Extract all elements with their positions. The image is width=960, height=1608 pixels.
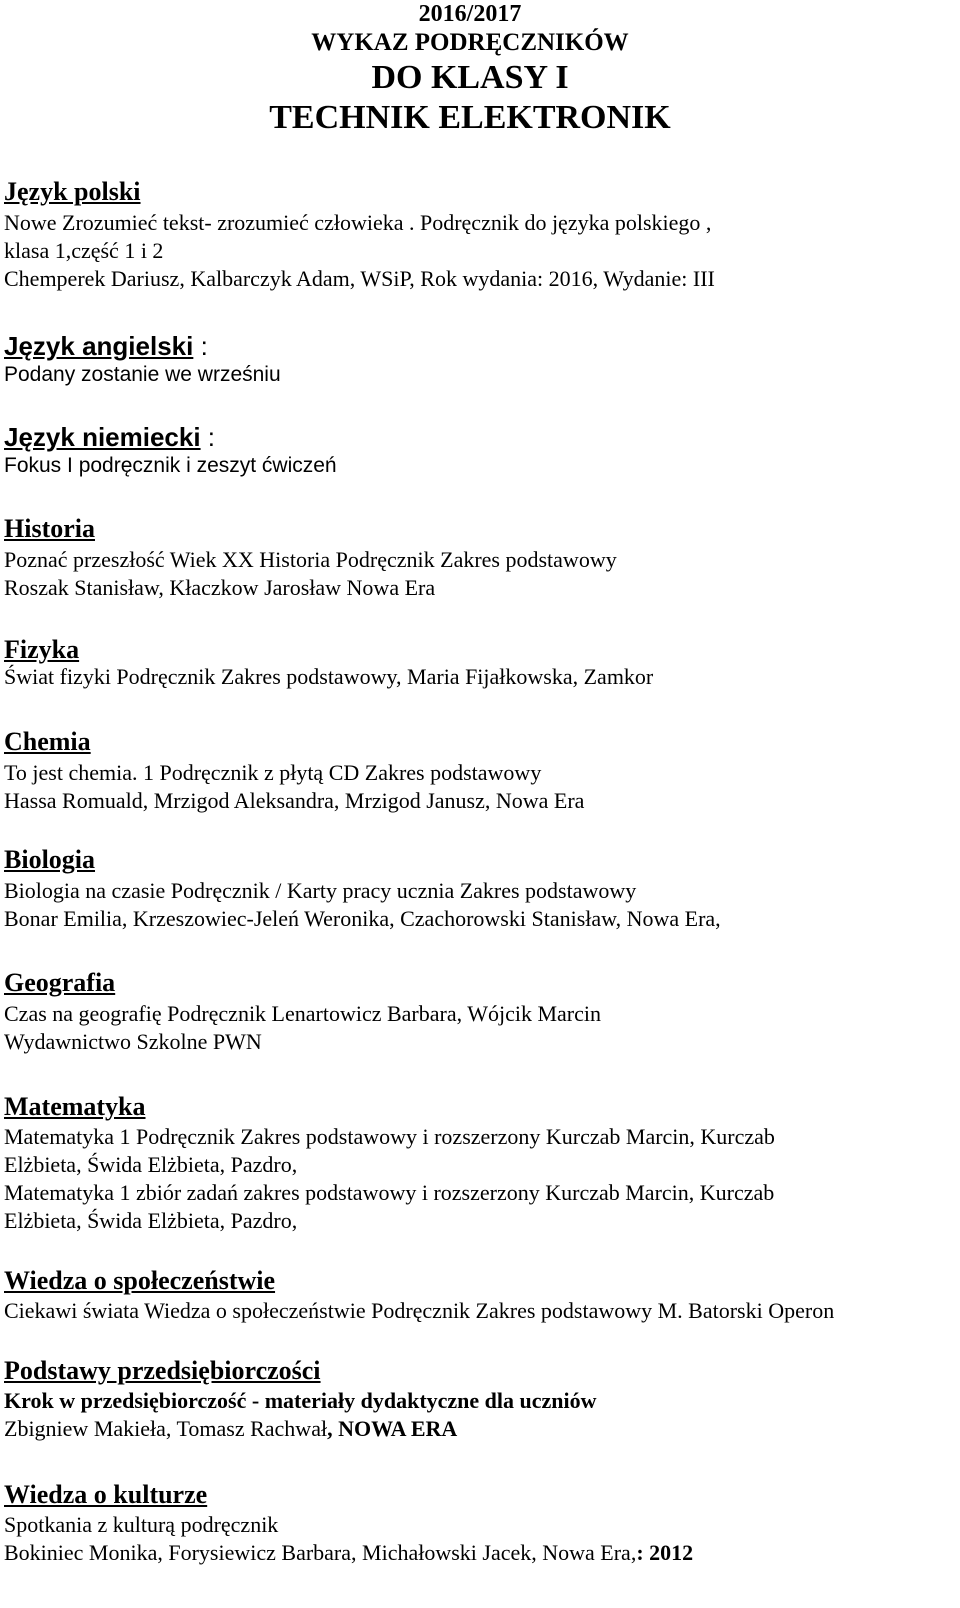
book-line: Zbigniew Makieła, Tomasz Rachwał, NOWA ERA [4,1416,458,1441]
book-line: To jest chemia. 1 Podręcznik z płytą CD Zakres podstawowy [4,760,542,785]
book-line: Elżbieta, Świda Elżbieta, Pazdro, [4,1152,298,1177]
book-line: Matematyka 1 zbiór zadań zakres podstawowy i rozszerzony Kurczab Marcin, Kurczab [4,1180,775,1205]
section-heading-biology: Biologia [4,845,96,874]
book-line: Podany zostanie we wrześniu [4,363,281,386]
book-line: Hassa Romuald, Mrzigod Aleksandra, Mrzigod Janusz, Nowa Era [4,788,585,813]
book-line: Spotkania z kulturą podręcznik [4,1512,279,1537]
book-line: Czas na geografię Podręcznik Lenartowicz Barbara, Wójcik Marcin [4,1001,601,1026]
book-line: Fokus I podręcznik i zeszyt ćwiczeń [4,454,337,477]
section-heading-history: Historia [4,514,95,543]
section-heading-physics: Fizyka [4,635,80,664]
section-heading-entrepreneurship: Podstawy przedsiębiorczości [4,1356,321,1385]
book-line: Matematyka 1 Podręcznik Zakres podstawowy i rozszerzony Kurczab Marcin, Kurczab [4,1124,775,1149]
book-line: Biologia na czasie Podręcznik / Karty pracy ucznia Zakres podstawowy [4,878,637,903]
book-line: Bonar Emilia, Krzeszowiec-Jeleń Weronika, Czachorowski Stanisław, Nowa Era, [4,906,721,931]
book-line: Ciekawi świata Wiedza o społeczeństwie Podręcznik Zakres podstawowy M. Batorski Operon [4,1298,835,1323]
section-heading-german: Język niemiecki : [4,422,216,452]
book-line: Poznać przeszłość Wiek XX Historia Podręcznik Zakres podstawowy [4,547,617,572]
section-heading-english: Język angielski : [4,331,208,361]
book-line: Świat fizyki Podręcznik Zakres podstawowy, Maria Fijałkowska, Zamkor [4,664,654,689]
book-line: Elżbieta, Świda Elżbieta, Pazdro, [4,1208,298,1233]
book-line: Wydawnictwo Szkolne PWN [4,1029,262,1054]
school-year: 2016/2017 [418,1,522,27]
book-line: Roszak Stanisław, Kłaczkow Jarosław Nowa Era [4,575,436,600]
book-line: Krok w przedsiębiorczość - materiały dydaktyczne dla uczniów [4,1388,597,1413]
document-title: WYKAZ PODRĘCZNIKÓW [311,29,629,56]
profile-title: TECHNIK ELEKTRONIK [269,99,671,136]
class-title: DO KLASY I [371,59,569,96]
book-line: Bokiniec Monika, Forysiewicz Barbara, Michałowski Jacek, Nowa Era,: 2012 [4,1540,694,1565]
book-line: klasa 1,część 1 i 2 [4,238,164,263]
book-line: Nowe Zrozumieć tekst- zrozumieć człowieka . Podręcznik do języka polskiego , [4,210,712,235]
section-heading-chemistry: Chemia [4,727,91,756]
section-heading-polish: Język polski [4,177,141,206]
book-line: Chemperek Dariusz, Kalbarczyk Adam, WSiP, Rok wydania: 2016, Wydanie: III [4,266,715,291]
section-heading-geography: Geografia [4,968,116,997]
section-heading-mathematics: Matematyka [4,1092,146,1121]
section-heading-civics: Wiedza o społeczeństwie [4,1266,276,1295]
section-heading-culture: Wiedza o kulturze [4,1480,208,1509]
